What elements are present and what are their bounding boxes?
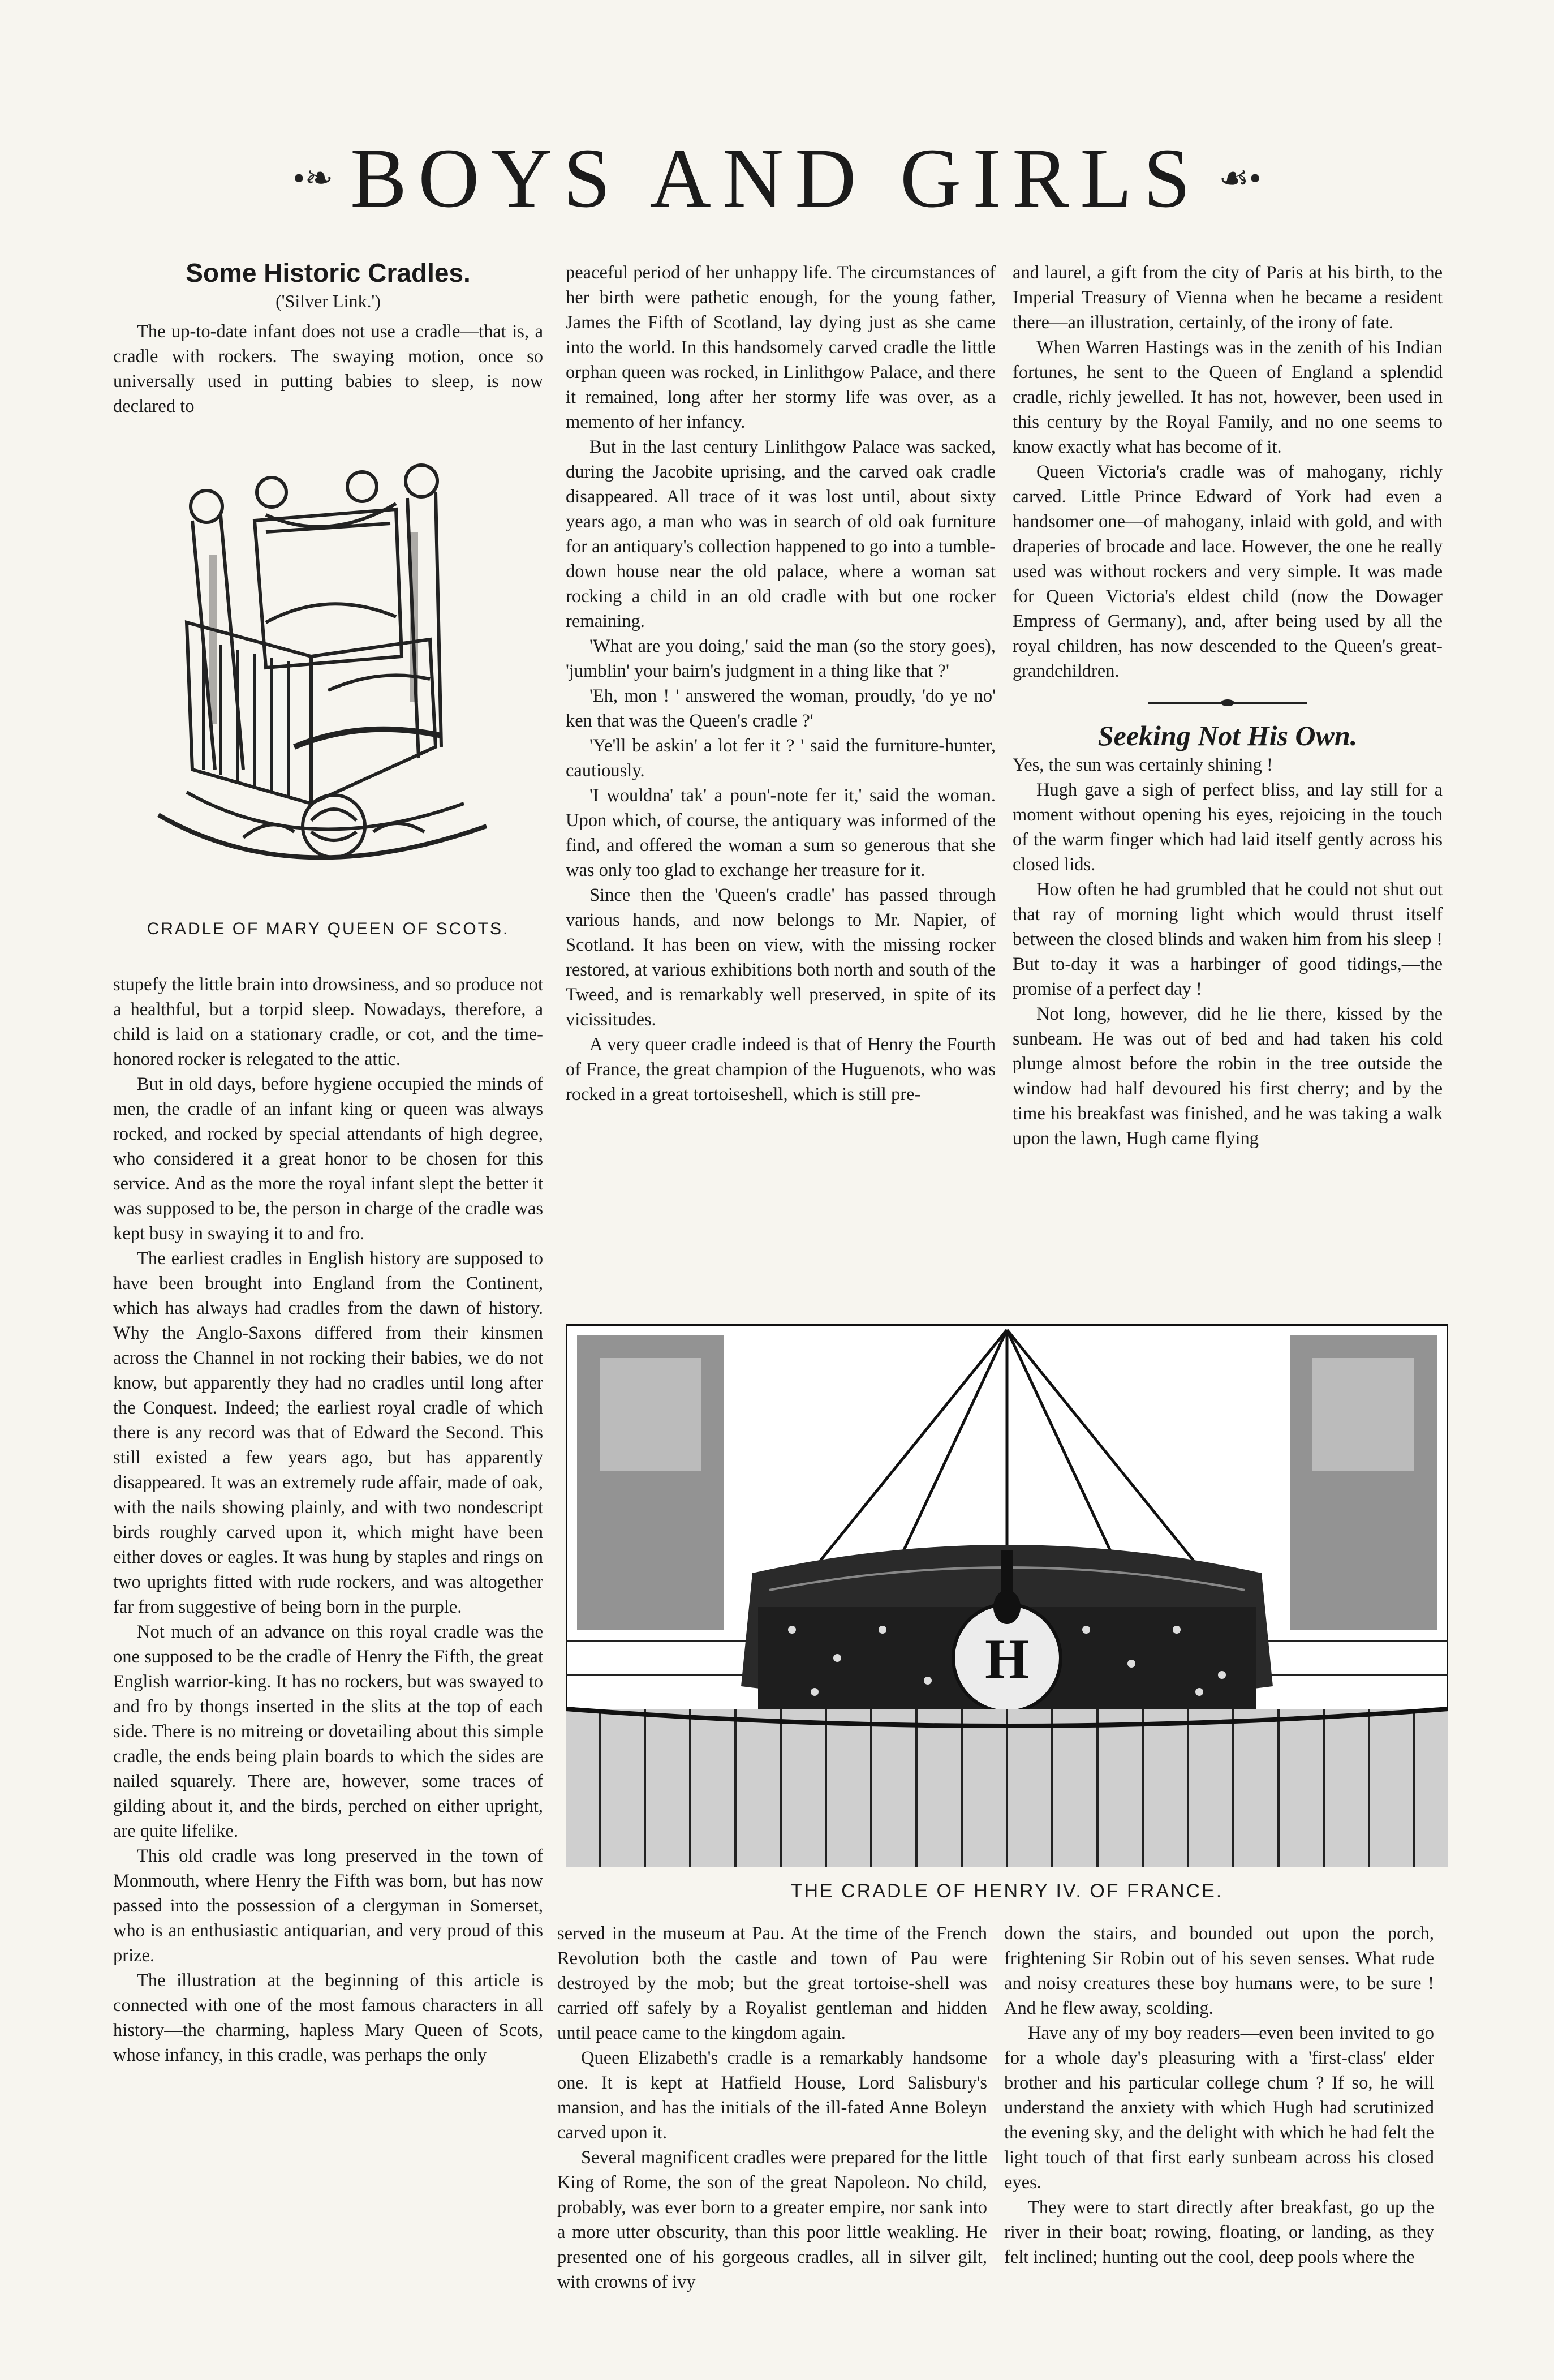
paragraph: Queen Victoria's cradle was of mahogany, richly carved. Little Prince Edward of York had even a handsomer one—of mahogany, inlaid with gold, and with draperies of brocade and lace. However, the one he really used was without rockers and very simple. It was made for Queen Victoria's eldest child (now the Dowager Empress of Germany), and, after being used by all the royal children, has now descended to the Queen's great-grandchildren. <box>1013 462 1443 681</box>
byline: ('Silver Link.') <box>275 291 381 311</box>
paragraph: Since then the 'Queen's cradle' has passed through various hands, and now belongs to Mr. Napier, of Scotland. It has been on view, with the missing rocker restored, at various exhibitions both north and south of the Tweed, and is remarkably well preserved, in spite of its vicissitudes. <box>566 885 996 1030</box>
paragraph: 'What are you doing,' said the man (so the story goes), 'jumblin' your bairn's judgment in a thing like that ?' <box>566 636 996 681</box>
paragraph: Yes, the sun was certainly shining ! <box>1013 755 1273 775</box>
page-title: BOYS AND GIRLS <box>350 131 1202 225</box>
column-3-top <box>1013 260 1443 1151</box>
paragraph: Several magnificent cradles were prepared for the little King of Rome, the son of the great Napoleon. No child, probably, was ever born to a greater empire, nor sank into a more utter obscurity, than this poor little weakling. He presented one of his gorgeous cradles, all in silver gilt, with crowns of ivy <box>557 2147 987 2292</box>
paragraph: How often he had grumbled that he could not shut out that ray of morning light which would thrust itself between the closed blinds and waken him from his sleep ! But to-day it was a harbinger of good tidings,—the promise of a perfect day ! <box>1013 879 1443 999</box>
ornament-right-icon: ☙• <box>1219 160 1262 197</box>
column-1-body <box>113 972 543 2068</box>
column-3-bottom <box>1004 1921 1434 2270</box>
paragraph: down the stairs, and bounded out upon the porch, frightening Sir Robin out of his seven senses. What rude and noisy creatures these boy humans were, to be sure ! And he flew away, scolding. <box>1004 1923 1434 2018</box>
mary-cradle-illustration <box>124 453 532 894</box>
paragraph: Have any of my boy readers—even been invited to go for a whole day's pleasuring with a 'first-class' elder brother and his particular college chum ? If so, he will understand the anxiety with which Hugh had scrutinized the evening sky, and the delight with which he had felt the light touch of that first early sunbeam across his closed eyes. <box>1004 2023 1434 2193</box>
article-intro: The up-to-date infant does not use a cradle—that is, a cradle with rockers. The swaying motion, once so universally used in putting babies to sleep, is now declared to <box>113 321 543 416</box>
paragraph: Not long, however, did he lie there, kissed by the sunbeam. He was out of bed and had taken his cold plunge almost before the robin in the tree outside the window had half devoured his first cherry; and by the time his breakfast was finished, and he was taking a walk upon the lawn, Hugh came flying <box>1013 1004 1443 1149</box>
henry-cradle-illustration <box>566 1324 1448 1867</box>
mary-cradle-caption: CRADLE OF MARY QUEEN OF SCOTS. <box>147 920 510 938</box>
paragraph: Queen Elizabeth's cradle is a remarkably handsome one. It is kept at Hatfield House, Lord Salisbury's mansion, and has the initials of the ill-fated Anne Boleyn carved upon it. <box>557 2048 987 2143</box>
column-1-top <box>113 260 543 419</box>
paragraph: Not much of an advance on this royal cradle was the one supposed to be the cradle of Henry the Fifth, the great English warrior-king. It has no rockers, but was swayed to and fro by thongs inserted in the slits at the top of each side. There is no mitreing or dovetailing about this simple cradle, the ends being plain boards to which the sides are nailed squarely. There are, however, some traces of gilding about it, and the birds, perched on either upright, are quite lifelike. <box>113 1622 543 1841</box>
paragraph: The illustration at the beginning of this article is connected with one of the most famous characters in all history—the charming, hapless Mary Queen of Scots, whose infancy, in this cradle, was perhaps the only <box>113 1970 543 2065</box>
paragraph: 'Ye'll be askin' a lot fer it ? ' said the furniture-hunter, cautiously. <box>566 736 996 781</box>
paragraph: But in old days, before hygiene occupied the minds of men, the cradle of an infant king or queen was always rocked, and rocked by special attendants of high degree, who considered it a great honor to be chosen for this service. And as the more the royal infant slept the better it was supposed to be, the person in charge of the cradle was kept busy in swaying it to and fro. <box>113 1074 543 1244</box>
column-2-top <box>566 260 996 1107</box>
paragraph: The earliest cradles in English history are supposed to have been brought into England from the Continent, which has always had cradles from the dawn of history. Why the Anglo-Saxons differed from their kinsmen across the Channel in not rocking their babies, we do not know, but apparently they had no cradles until long after the Conquest. Indeed; the earliest royal cradle of which there is any record was that of Edward the Second. This still existed a few years ago, but has apparently disappeared. It was an extremely rude affair, made of oak, with the nails showing plainly, and with two nondescript birds roughly carved upon it, which might have been either doves or eagles. It was hung by staples and rings on two uprights fitted with rude rockers, and was altogether far from suggestive of being born in the purple. <box>113 1248 543 1617</box>
mary-cradle-figure <box>124 453 532 939</box>
article-title: Some Historic Cradles. <box>186 258 471 287</box>
paragraph: stupefy the little brain into drowsiness, and so produce not a healthful, but a torpid sleep. Nowadays, therefore, a child is laid on a stationary cradle, or cot, and the time-honored rocker is relegated to the attic. <box>113 974 544 1069</box>
paragraph: This old cradle was long preserved in the town of Monmouth, where Henry the Fifth was born, but has now passed into the possession of a clergyman in Somerset, who is an enthusiastic antiquarian, and very proud of this prize. <box>113 1846 543 1966</box>
ornament-left-icon: •❧ <box>292 160 334 197</box>
column-2-bottom <box>557 1921 987 2295</box>
paragraph: peaceful period of her unhappy life. The circumstances of her birth were pathetic enough, for the young father, James the Fifth of Scotland, lay dying just as she came into the world. In this handsomely carved cradle the little orphan queen was rocked, in Linlithgow Palace, and there it remained, long after her stormy life was over, as a memento of her infancy. <box>566 263 996 432</box>
paragraph: and laurel, a gift from the city of Paris at his birth, to the Imperial Treasury of Vienna when he became a resident there—an illustration, certainly, of the irony of fate. <box>1013 263 1443 333</box>
crest-letter: H <box>985 1627 1029 1690</box>
article-title: Seeking Not His Own. <box>1097 720 1358 751</box>
paragraph: 'I wouldna' tak' a poun'-note fer it,' said the woman. Upon which, of course, the antiquary was informed of the find, and offered the woman a sum so generous that she was only too glad to exchange her treasure for it. <box>566 785 996 880</box>
paragraph: But in the last century Linlithgow Palace was sacked, during the Jacobite uprising, and the carved oak cradle disappeared. All trace of it was lost until, about sixty years ago, a man who was in search of old oak furniture for an antiquary's collection happened to go into a tumble-down house near the old palace, where a woman sat rocking a child in an old cradle with but one rocker remaining. <box>566 437 996 631</box>
paragraph: They were to start directly after breakfast, go up the river in their boat; rowing, floating, or landing, as they felt inclined; hunting out the cool, deep pools where the <box>1004 2197 1434 2267</box>
paragraph: served in the museum at Pau. At the time of the French Revolution both the castle and town of Pau were destroyed by the mob; but the great tortoise-shell was carried off safely by a Royalist gentleman and hidden until peace came to the kingdom again. <box>557 1923 987 2043</box>
paragraph: 'Eh, mon ! ' answered the woman, proudly, 'do ye no' ken that was the Queen's cradle ?' <box>566 686 996 731</box>
paragraph: When Warren Hastings was in the zenith of his Indian fortunes, he sent to the Queen of England a splendid cradle, richly jewelled. It has not, however, been used in this century by the Royal Family, and no one seems to know exactly what has become of it. <box>1013 337 1443 457</box>
henry-cradle-caption: THE CRADLE OF HENRY IV. OF FRANCE. <box>790 1880 1224 1902</box>
masthead <box>0 131 1554 225</box>
paragraph: A very queer cradle indeed is that of Henry the Fourth of France, the great champion of the Huguenots, who was rocked in a great tortoiseshell, which is still pre- <box>566 1034 996 1105</box>
paragraph: Hugh gave a sigh of perfect bliss, and lay still for a moment without opening his eyes, rejoicing in the touch of the warm finger which had laid itself gently across his closed lids. <box>1013 780 1443 875</box>
section-divider <box>1013 684 1443 723</box>
henry-cradle-figure <box>566 1324 1448 1902</box>
